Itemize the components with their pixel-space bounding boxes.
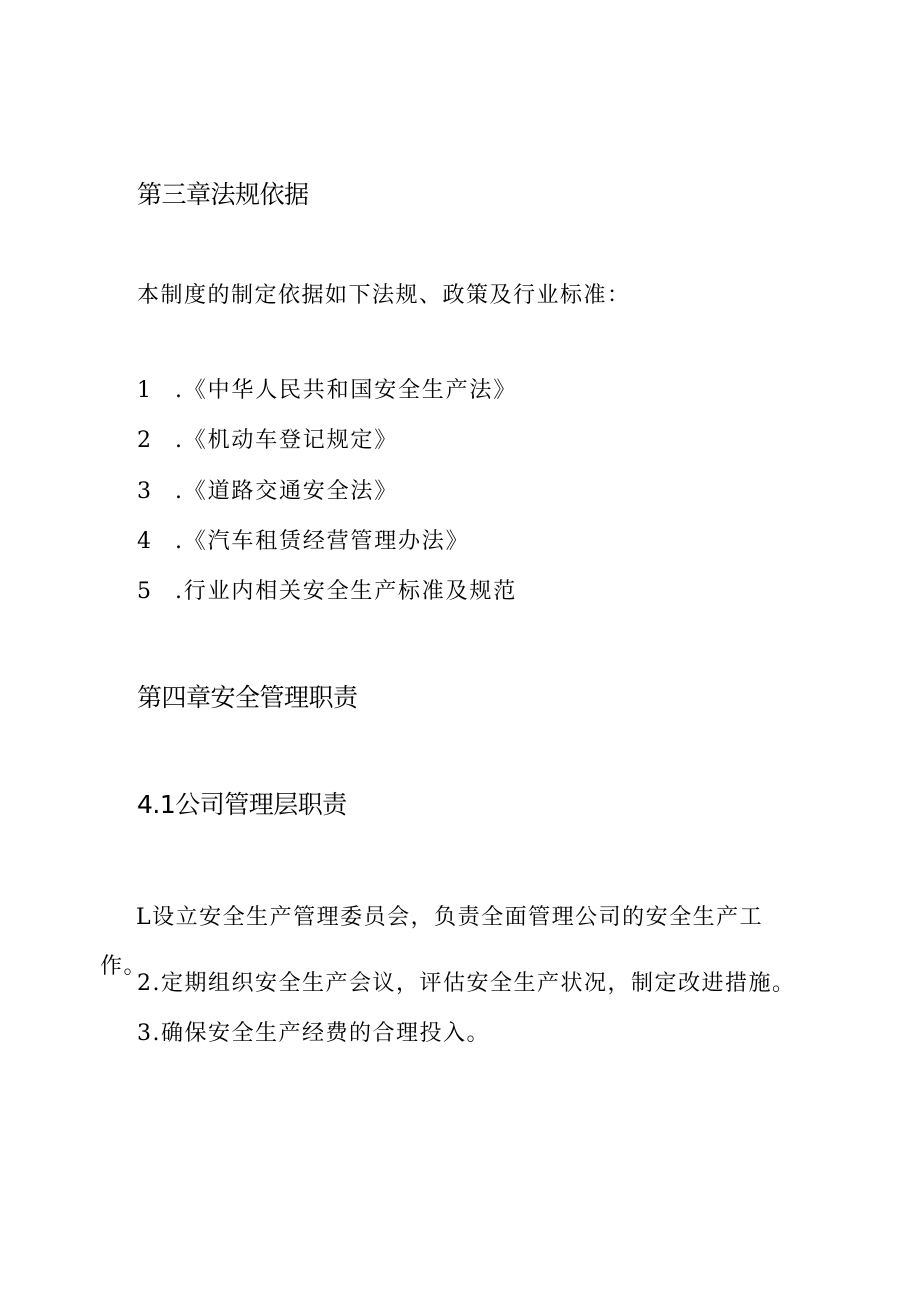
section-4-1-heading: 4.1公司管理层职责 [137,790,347,819]
list-item-text: .《机动车登记规定》 [175,428,398,453]
chapter-3-heading: 第三章法规依据 [137,180,309,209]
list-item-text: .行业内相关安全生产标准及规范 [175,579,517,604]
list-item [137,581,517,603]
list-item-number: 4 [137,529,153,554]
duty-item-3: 3.确保安全生产经费的合理投入。 [137,1021,490,1046]
list-item-text: .《道路交通安全法》 [175,479,398,504]
list-item [137,380,517,402]
list-item-text: .《中华人民共和国安全生产法》 [175,378,517,403]
list-item [137,531,469,553]
list-item-number: 1 [137,378,153,403]
chapter-3-intro: 本制度的制定依据如下法规、政策及行业标准： [137,283,631,308]
list-item-number: 5 [137,579,153,604]
list-item [137,430,398,452]
list-item [137,481,398,503]
duty-item-2: 2.定期组织安全生产会议，评估安全生产状况，制定改进措施。 [137,971,796,996]
duty-item-1: L设立安全生产管理委员会，负责全面管理公司的安全生产工作。 [100,905,764,979]
list-item-text: .《汽车租赁经营管理办法》 [175,529,470,554]
list-item-number: 3 [137,479,153,504]
list-item-number: 2 [137,428,153,453]
chapter-4-heading: 第四章安全管理职责 [137,683,358,712]
